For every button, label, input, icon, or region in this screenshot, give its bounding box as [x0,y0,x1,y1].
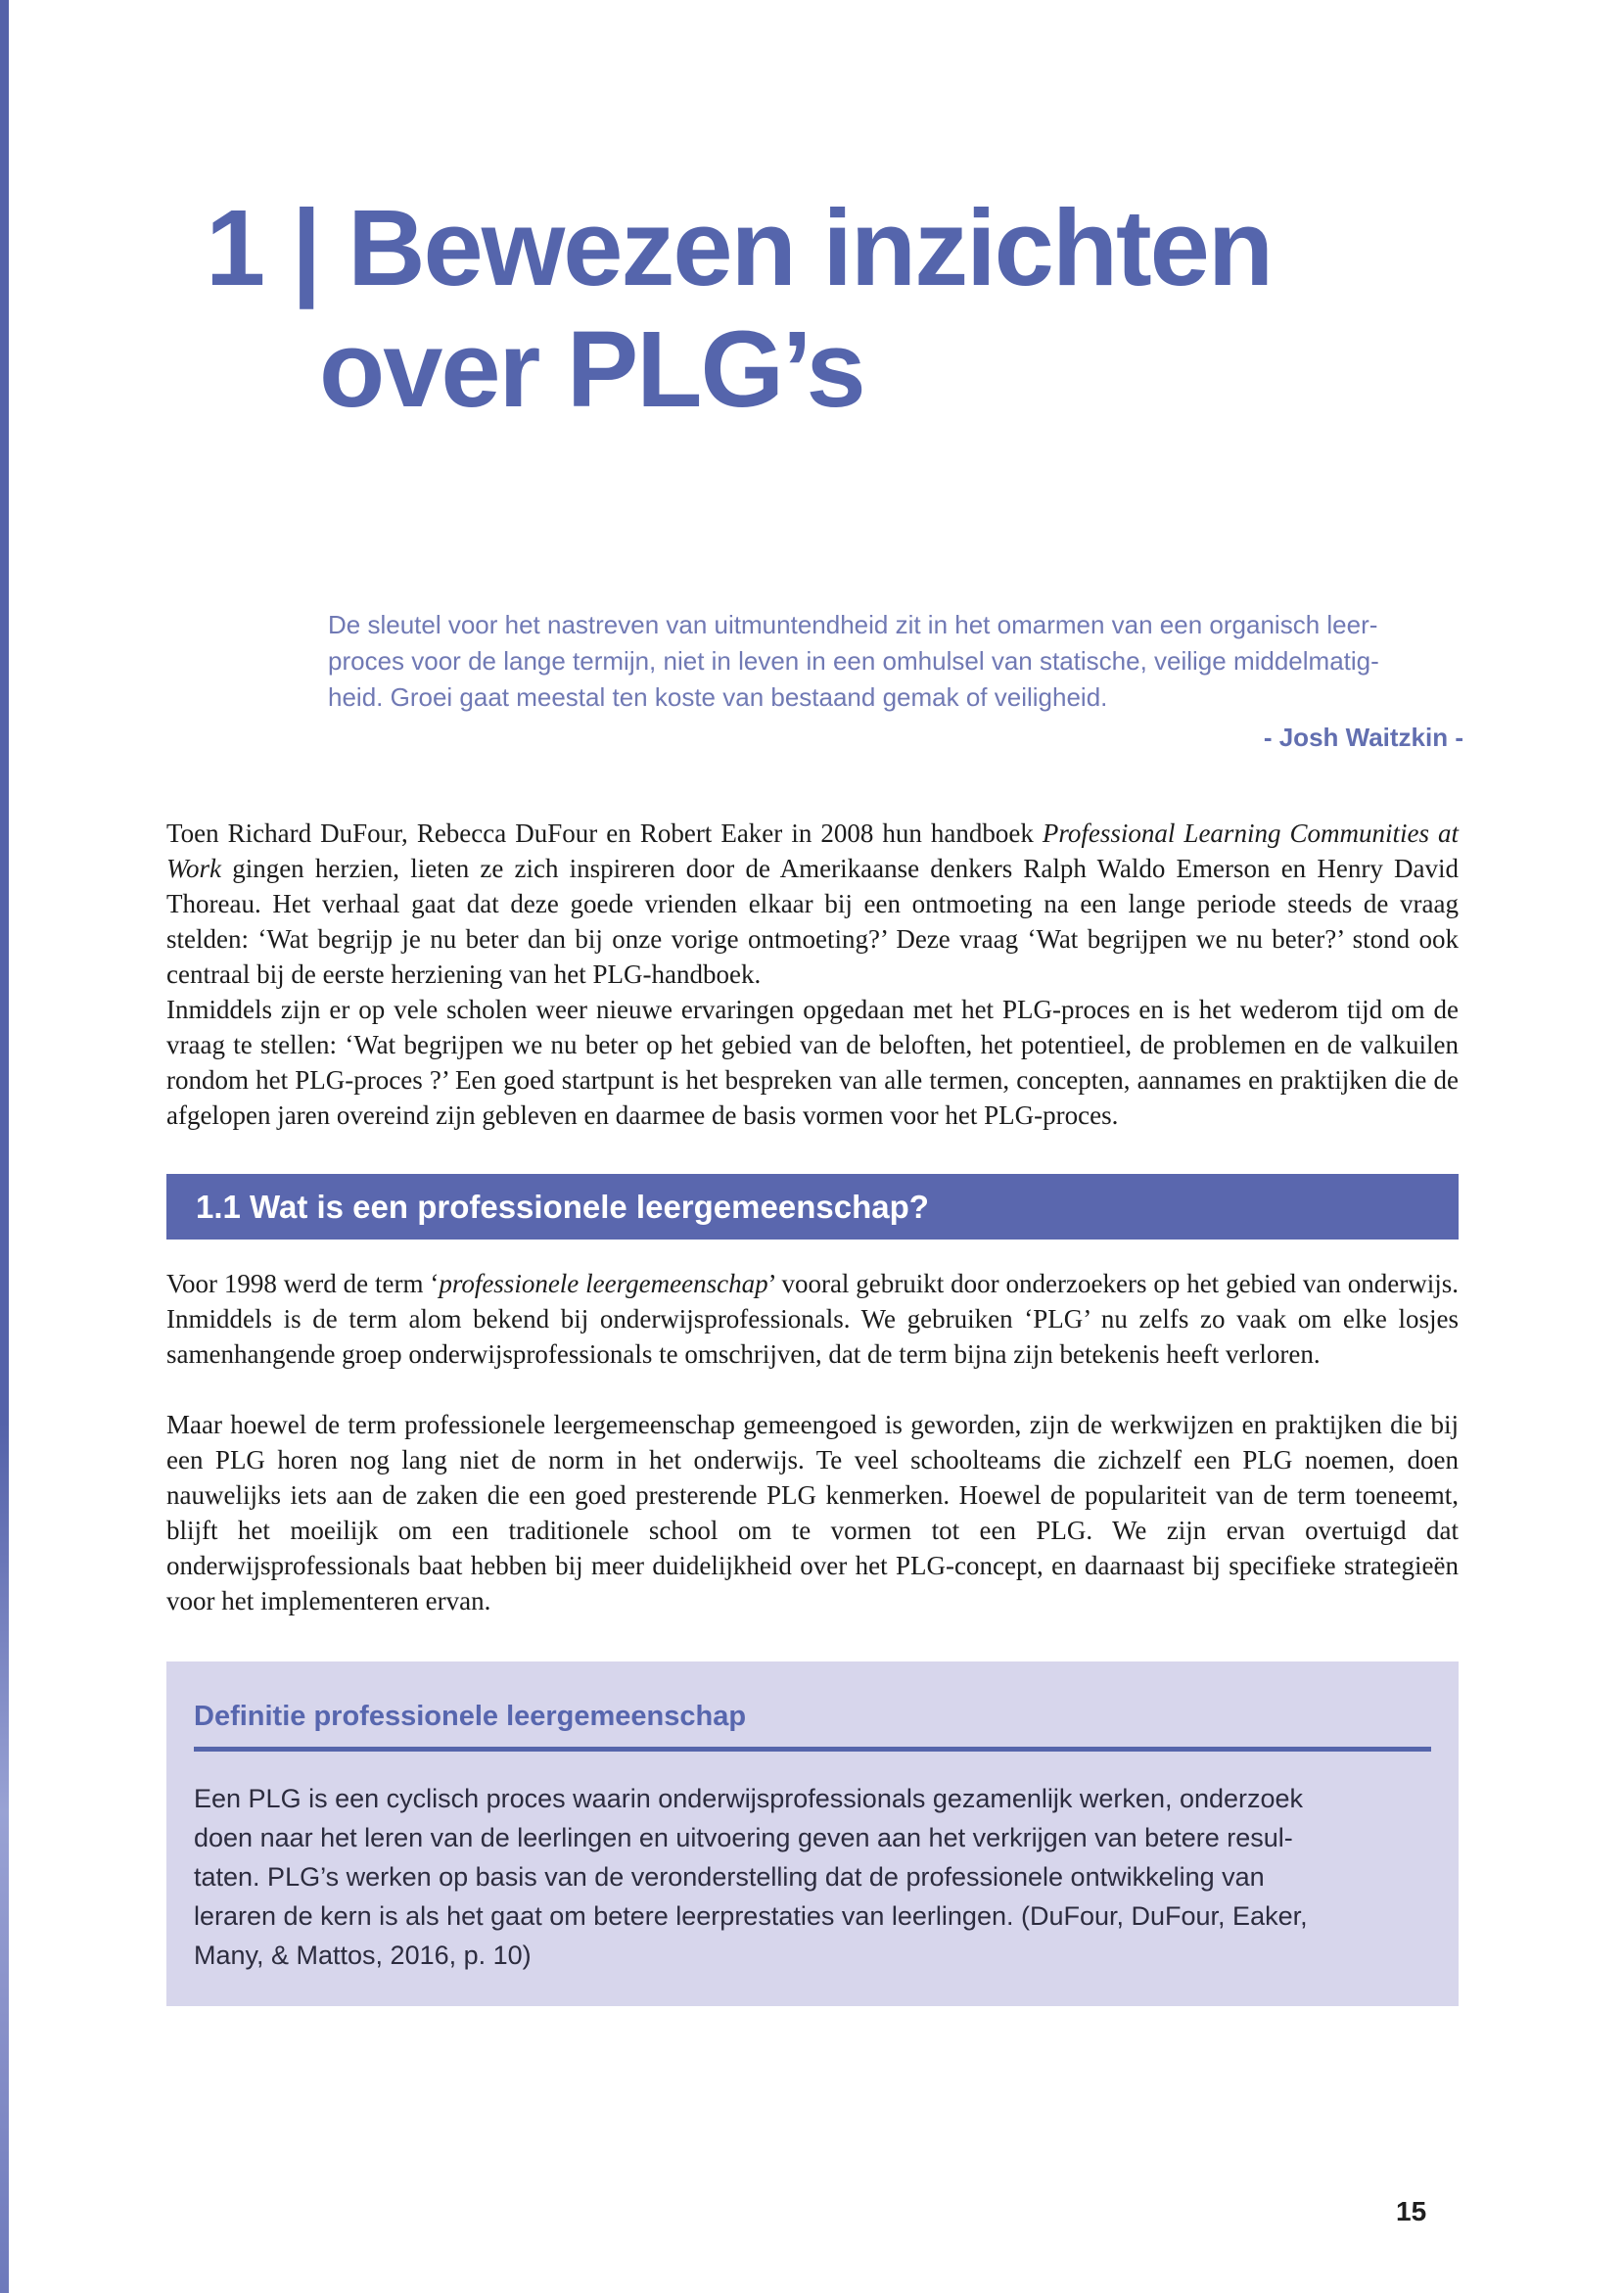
section-heading: 1.1 Wat is een professionele leergemeenschap? [196,1188,929,1225]
quote-line: De sleutel voor het nastreven van uitmuntendheid zit in het omarmen van een organisch leer- [328,610,1378,639]
definition-line: Many, & Mattos, 2016, p. 10) [194,1941,532,1970]
body-paragraph-2: Maar hoewel de term professionele leergemeenschap gemeengoed is geworden, zijn de werkwijzen en praktijken die bij een PLG horen nog lang niet de norm in het onderwijs. Te veel schoolteams die zichzelf een PLG noemen, doen nauwelijks iets aan de zaken die een goed presterende PLG kenmerken. Hoewel de populariteit van de term toeneemt, blijft het moeilijk om een traditionele school om te vormen tot een PLG. We zijn ervan overtuigd dat onderwijsprofessionals baat hebben bij meer duidelijkheid over het PLG-concept, en daarnaast bij specifieke strategieën voor het implementeren ervan. [166,1410,1459,1615]
main-content-column [166,816,1459,2006]
left-accent-bar [0,0,9,2293]
definition-box-heading: Definitie professionele leergemeenschap [194,1701,747,1732]
definition-line: taten. PLG’s werken op basis van de veronderstelling dat de professionele ontwikkeling van [194,1862,1265,1892]
definition-line: doen naar het leren van de leerlingen en uitvoering geven aan het verkrijgen van betere resul- [194,1823,1293,1852]
chapter-title-line1: 1 | Bewezen inzichten [206,188,1273,308]
chapter-title [206,188,1272,431]
definition-line: Een PLG is een cyclisch proces waarin onderwijsprofessionals gezamenlijk werken, onderzoek [194,1784,1304,1813]
epigraph-quote [328,607,1463,756]
intro-paragraph-1-text-b: gingen herzien, lieten ze zich inspireren door de Amerikaanse denkers Ralph Waldo Emerson en Henry David Thoreau. Het verhaal gaat dat deze goede vrienden elkaar bij een ontmoeting na een lange periode steeds de vraag stelden: ‘Wat begrijp je nu beter dan bij onze vorige ontmoeting?’ Deze vraag ‘Wat begrijpen we nu beter?’ stond ook centraal bij de eerste herziening van het PLG-handboek. [166,854,1459,989]
intro-paragraph-1-book-title: Professional Learning Communities at Work [166,819,1460,883]
intro-paragraph-1-text-a: Toen Richard DuFour, Rebecca DuFour en Robert Eaker in 2008 hun handboek [166,819,1043,848]
quote-line: proces voor de lange termijn, niet in leven in een omhulsel van statische, veilige middelmatig- [328,646,1379,676]
intro-paragraph-1 [166,816,1459,992]
page-number: 15 [1396,2196,1427,2226]
definition-box-body [194,1779,1431,1990]
quote-attribution: - Josh Waitzkin - [1263,723,1463,752]
chapter-title-line2: over PLG’s [319,309,864,430]
body-paragraph-1-term: professionele leergemeenschap [439,1269,768,1298]
body-paragraph-1-text-a: Voor 1998 werd de term ‘ [166,1269,440,1298]
definition-box [166,1661,1459,2006]
definition-box-rule [194,1747,1431,1752]
intro-paragraph-2: Inmiddels zijn er op vele scholen weer nieuwe ervaringen opgedaan met het PLG-proces en is het wederom tijd om de vraag te stellen: ‘Wat begrijpen we nu beter op het gebied van de beloften, het potentieel, de problemen en de valkuilen rondom het PLG-proces ?’ Een goed startpunt is het bespreken van alle termen, concepten, aannames en praktijken die de afgelopen jaren overeind zijn gebleven en daarmee de basis vormen voor het PLG-proces. [166,995,1459,1130]
quote-line: heid. Groei gaat meestal ten koste van bestaand gemak of veiligheid. [328,682,1108,712]
body-paragraph-1-text-b: ’ vooral gebruikt door onderzoekers op het gebied van onderwijs. Inmiddels is de term alom bekend bij onderwijsprofessionals. We gebruiken ‘PLG’ nu zelfs zo vaak om elke losjes samenhangende groep onderwijsprofessionals te omschrijven, dat de term bijna zijn betekenis heeft verloren. [166,1269,1459,1369]
section-heading-bar [166,1174,1459,1240]
body-paragraph-1 [166,1266,1459,1372]
definition-line: leraren de kern is als het gaat om betere leerprestaties van leerlingen. (DuFour, DuFour, Eaker, [194,1901,1308,1931]
